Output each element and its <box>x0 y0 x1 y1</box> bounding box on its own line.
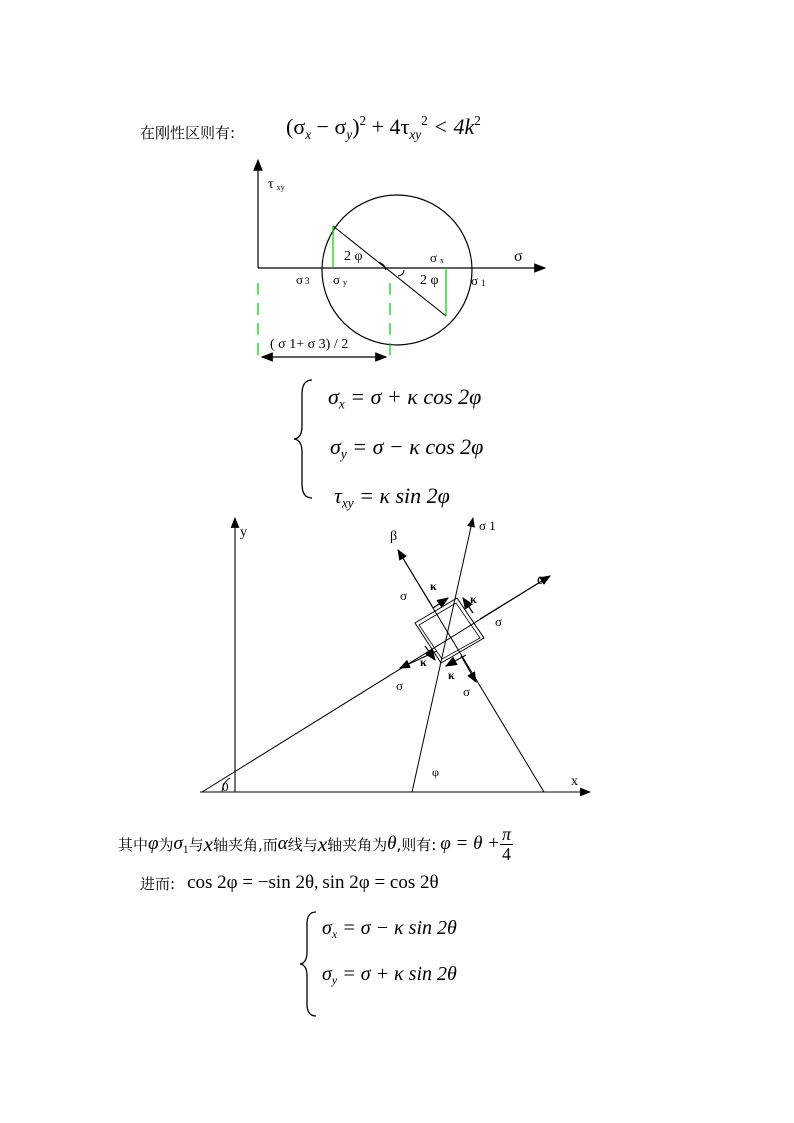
then-line: 进而: cos 2φ = −sin 2θ , sin 2φ = cos 2θ <box>140 872 439 893</box>
theta-label: 0 <box>222 779 229 794</box>
system2-equations <box>322 908 457 1000</box>
sigmax-label: σx <box>430 250 445 265</box>
kappa-label-bottom: κ <box>448 668 455 682</box>
sigma-label-bottom: σ <box>463 684 471 699</box>
sigma-axis-label: σ <box>514 248 523 265</box>
sigmay-label: σy <box>333 272 348 287</box>
mean-stress-label: ( σ 1+ σ 3) / 2 <box>270 337 349 352</box>
y-axis-label: y <box>240 525 247 540</box>
tau-xy-equation: $\tau_{xy} = \kappa$ sin 2φ <box>334 483 450 511</box>
sigma-x-theta-equation: $\sigma_x = \sigma - \kappa$ sin 2θ <box>322 917 457 942</box>
mohr-circle <box>322 195 472 345</box>
yield-condition-equation: $(\sigma_x - \sigma_y)^2 + 4\tau_{xy}^2 < 4k^2$ <box>286 113 481 142</box>
sigma-label-right: σ <box>495 614 503 629</box>
system2-brace <box>296 908 322 1020</box>
kappa-label-right: κ <box>470 592 477 606</box>
intro-text: 在刚性区则有: <box>140 124 236 142</box>
mohr-circle-diagram <box>0 0 794 380</box>
sigma-label-left: σ <box>396 678 404 693</box>
alpha-label: α <box>537 571 546 588</box>
sigma3-label: σ 3 <box>296 272 310 287</box>
slip-line-diagram <box>0 500 794 810</box>
system1-brace <box>290 376 320 502</box>
kappa-label-left: κ <box>420 655 427 669</box>
sigma-label-top: σ <box>400 588 408 603</box>
tau-label: τxy <box>268 177 285 192</box>
beta-label: β <box>390 529 398 544</box>
sigma-y-equation: $\sigma_y = \sigma - \kappa$ cos 2φ <box>330 433 484 462</box>
angle-relation-text: 其中 φ 为 $\sigma_1$ 与 x 轴夹角,而 α 线与 x 轴夹角为 θ ,则有: φ = θ + $\frac{\pi}{4}$ <box>118 823 512 864</box>
pi-over-4-fraction: $\frac{\pi}{4}$ <box>502 823 512 864</box>
sigma1-diagram-label: σ 1 <box>479 518 496 533</box>
kappa-label-top: κ <box>430 579 437 593</box>
phi-label: φ <box>432 765 439 779</box>
circle-diameter <box>333 226 446 316</box>
angle-2phi-top: 2 φ <box>344 249 363 264</box>
sigma-y-theta-equation: $\sigma_y = \sigma + \kappa$ sin 2θ <box>322 963 457 988</box>
angle-arc-bottom <box>398 270 404 276</box>
angle-2phi-bottom: 2 φ <box>420 273 439 288</box>
sigma-x-equation: $\sigma_x = \sigma + \kappa$ cos 2φ <box>328 384 482 412</box>
x-axis-label: x <box>571 774 578 789</box>
sigma1-label: σ 1 <box>471 273 486 288</box>
